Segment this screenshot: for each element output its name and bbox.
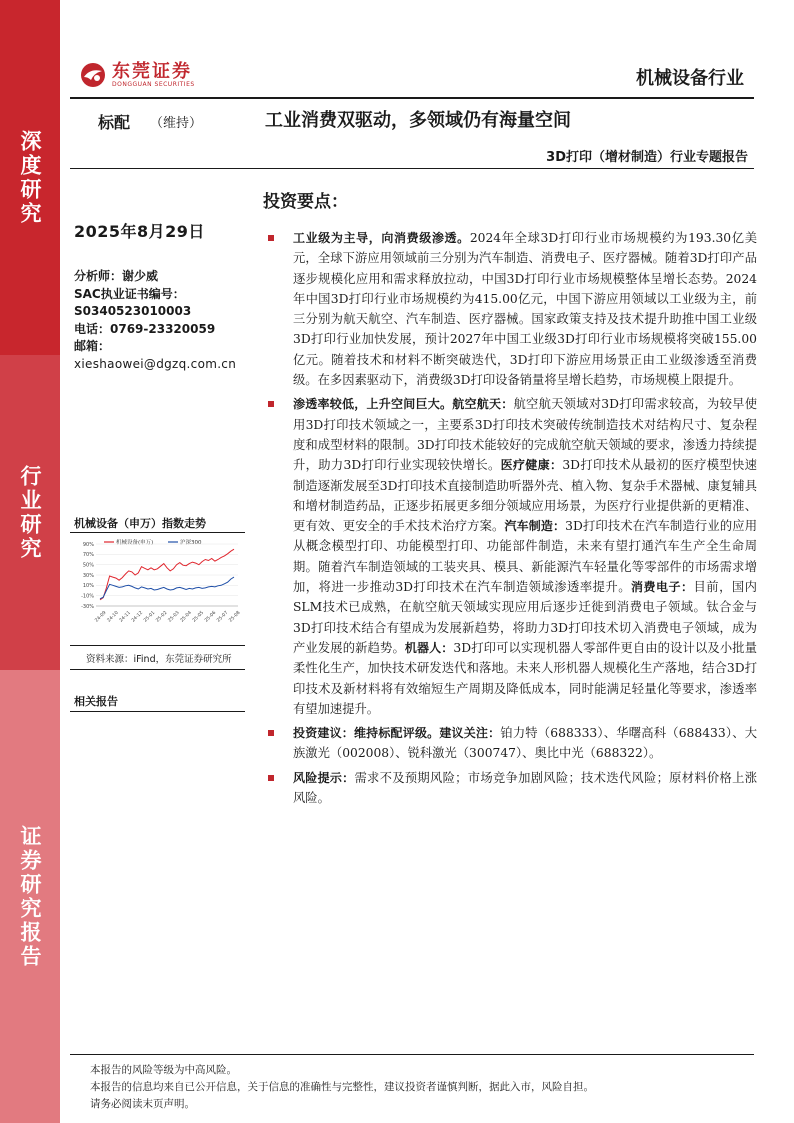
key-point-heading: 汽车制造： — [504, 519, 566, 534]
key-point-text: 目前，国内SLM技术已成熟，在航空航天领域实现应用后逐步迁徙到消费电子领域。钛合金与3D打印技术结合有望成为发展新趋势，将助力3D打印技术切入消费电子领域，成为产业发展的新趋势。 — [293, 580, 757, 655]
y-tick-label: 10% — [82, 583, 94, 590]
analyst-info — [74, 268, 236, 373]
related-reports-heading: 相关报告 — [74, 695, 118, 708]
sidebar-segment-industry-research — [0, 355, 60, 670]
key-point-heading: 消费电子： — [631, 580, 694, 595]
key-point-text: 铂力特（688333）、华曙高科（688433）、大族激光（002008）、锐科激光（300747）、奥比中光（688322）。 — [293, 726, 757, 761]
chart-bottom-rule — [70, 645, 245, 646]
key-point-2 — [265, 394, 757, 719]
legend-label-hs300: 沪深300 — [180, 540, 202, 546]
logo-name-cn: 东莞证券 — [112, 60, 192, 82]
x-tick-label: 25-04 — [179, 610, 193, 624]
key-point-text: 需求不及预期风险；市场竞争加剧风险；技术迭代风险；原材料价格上涨风险。 — [293, 770, 757, 806]
sac-label: SAC执业证书编号： — [74, 286, 185, 301]
email-label: 邮箱： — [74, 339, 111, 353]
company-logo — [80, 62, 195, 88]
sidebar-label: 深度研究 — [18, 129, 42, 226]
y-tick-label: 90% — [82, 541, 94, 548]
key-point-1 — [265, 228, 757, 390]
y-tick-label: 30% — [82, 572, 94, 579]
key-point-text: 2024年全球3D打印行业市场规模约为193.30亿美元，全球下游应用领域前三分别为汽车制造、消费电子、医疗器械。随着3D打印产品逐步规模化应用和需求释放拉动，中国3D打印行业市场规模整体呈增长态势。2024年中国3D打印行业市场规模约为415.00亿元，中国下游应用领域以工业级为主，前三分别为航天航空、汽车制造、医疗器械。国家政策支持及技术提升助推中国工业级3D打印行业加快发展，预计2027年中国工业级3D打印行业市场规模将突破155.00亿元。随着技术和材料不断突破迭代，3D打印下游应用场景正由工业级渗透至消费级。在多因素驱动下，消费级3D打印设备销量将呈增长趋势，市场规模上限提升。 — [293, 231, 757, 388]
chart-top-rule — [70, 532, 245, 533]
index-trend-chart — [72, 536, 244, 636]
y-tick-label: 50% — [82, 562, 94, 569]
x-tick-label: 24-12 — [131, 610, 145, 624]
related-divider — [70, 711, 245, 712]
key-point-heading: 工业级为主导，向消费级渗透。 — [293, 231, 470, 245]
report-date: 2025年8月29日 — [74, 222, 205, 241]
logo-name-en: DONGGUAN SECURITIES — [112, 80, 195, 88]
report-subtitle: 3D打印（增材制造）行业专题报告 — [546, 150, 748, 165]
key-point-heading: 机器人： — [404, 640, 454, 655]
key-points — [265, 228, 757, 812]
y-tick-label: 70% — [82, 552, 94, 559]
x-tick-label: 25-02 — [155, 610, 169, 624]
rating: 标配 — [98, 113, 131, 132]
sidebar-label: 行业研究 — [18, 464, 42, 561]
key-point-heading: 风险提示： — [293, 770, 355, 785]
x-tick-label: 25-06 — [204, 610, 218, 624]
industry-name: 机械设备行业 — [636, 68, 744, 89]
footer-line: 本报告的信息均来自已公开信息，关于信息的准确性与完整性，建议投资者谨慎判断，据此入市，风险自担。 — [90, 1081, 594, 1093]
y-tick-label: -30% — [81, 603, 94, 610]
sac-number: S0340523010003 — [74, 304, 192, 318]
report-title: 工业消费双驱动，多领域仍有海量空间 — [265, 110, 571, 131]
rating-note: （维持） — [150, 116, 203, 131]
subtitle-divider — [70, 168, 754, 169]
key-point-text: 航空航天领域对3D打印需求较高，为较早使用3D打印技术领域之一，主要系3D打印技术突破传统制造技术对结构尺寸、复杂程度和成型材料的限制。3D打印技术能较好的完成航空航天领域的要求，渗透力持续提升，助力3D打印行业实现较快增长。 — [293, 397, 757, 473]
sidebar-segment-securities-report — [0, 670, 60, 1123]
sidebar-label: 证券研究报告 — [18, 824, 42, 969]
key-point-4 — [265, 768, 757, 809]
x-tick-label: 25-03 — [167, 610, 181, 624]
key-point-heading: 投资建议：维持标配评级。建议关注： — [293, 726, 501, 741]
header-divider — [70, 97, 754, 99]
x-tick-label: 24-11 — [118, 610, 132, 624]
footer-line: 请务必阅读末页声明。 — [90, 1098, 195, 1110]
key-point-heading: 医疗健康： — [500, 458, 563, 473]
section-title: 投资要点： — [263, 192, 348, 212]
sidebar-segment-deep-research — [0, 0, 60, 355]
x-tick-label: 25-01 — [143, 610, 157, 624]
x-tick-label: 24-10 — [106, 610, 120, 624]
key-point-text: 3D打印技术从最初的医疗模型快速制造逐渐发展至3D打印技术直接制造助听器外壳、植入物、复杂手术器械、康复辅具和增材制造药品，正逐步拓展更多细分领域应用场景，为医疗行业提供新的更精准、更有效、更安全的手术技术治疗方案。 — [293, 458, 757, 534]
y-tick-label: -10% — [81, 593, 94, 600]
x-tick-label: 25-08 — [228, 610, 242, 624]
x-tick-label: 25-07 — [216, 610, 230, 624]
key-point-heading: 渗透率较低，上升空间巨大。航空航天： — [293, 397, 514, 412]
footer-disclaimer — [90, 1062, 594, 1113]
chart-title: 机械设备（申万）指数走势 — [74, 517, 206, 530]
footer-divider — [70, 1054, 754, 1055]
key-point-text: 3D打印技术在汽车制造行业的应用从概念模型打印、功能模型打印、功能部件制造，未来有望打通汽车生产全生命周期。随着汽车制造领域的工装夹具、模具、新能源汽车轻量化等零部件的市场需求增加，将进一步推动3D打印技术在汽车制造领域渗透率提升。 — [293, 519, 757, 595]
x-tick-label: 25-05 — [192, 610, 206, 624]
key-point-3 — [265, 723, 757, 764]
analyst-phone: 电话：0769-23320059 — [74, 321, 216, 336]
footer-line: 本报告的风险等级为中高风险。 — [90, 1064, 237, 1076]
chart-source: 资料来源：iFind，东莞证券研究所 — [86, 654, 232, 665]
x-tick-label: 24-09 — [94, 610, 108, 624]
source-divider — [70, 669, 245, 670]
logo-emblem-icon — [80, 62, 106, 88]
key-point-text: 3D打印可以实现机器人零部件更自由的设计以及小批量柔性化生产，加快技术研发迭代和落地。未来人形机器人规模化生产落地，结合3D打印技术及新材料将有效缩短生产周期及降低成本，同时能满足轻量化等要求，渗透率有望加速提升。 — [293, 640, 757, 716]
series-line-machinery — [100, 549, 234, 600]
sidebar — [0, 0, 60, 1123]
legend-label-machinery: 机械设备(申万) — [116, 540, 154, 546]
analyst-email[interactable]: xieshaowei@dgzq.com.cn — [74, 356, 237, 371]
analyst-name: 分析师：谢少威 — [74, 269, 159, 283]
